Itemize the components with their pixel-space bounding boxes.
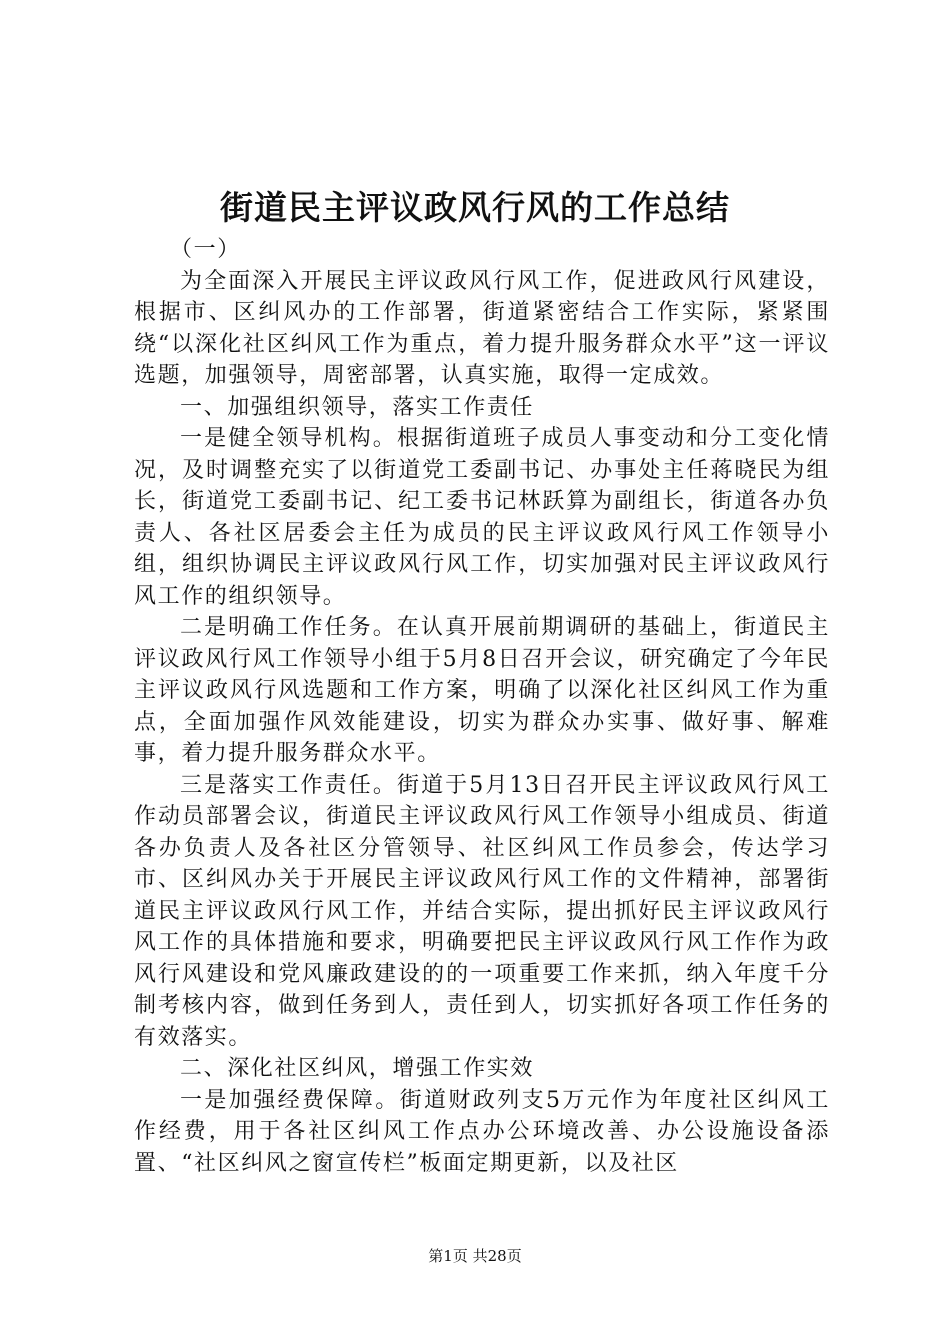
paragraph-1-3: 三是落实工作责任。街道于5月13日召开民主评议政风行风工作动员部署会议，街道民主评议政风行风工作领导小组成员、街道各办负责人及各社区分管领导、社区纠风工作员参会，传达学习市、区纠风办关于开展民主评议政风行风工作的文件精神，部署街道民主评议政风行风工作，并结合实际，提出抓好民主评议政风行风工作的具体措施和要求，明确要把民主评议政风行风工作作为政风行风建设和党风廉政建设的的一项重要工作来抓，纳入年度千分制考核内容，做到任务到人，责任到人，切实抓好各项工作任务的有效落实。 — [134, 772, 830, 1050]
paragraph-2-1: 一是加强经费保障。街道财政列支5万元作为年度社区纠风工作经费，用于各社区纠风工作点办公环境改善、办公设施设备添置、“社区纠风之窗宣传栏”板面定期更新，以及社区 — [134, 1087, 830, 1176]
paragraph-intro: 为全面深入开展民主评议政风行风工作，促进政风行风建设，根据市、区纠风办的工作部署，街道紧密结合工作实际，紧紧围绕“以深化社区纠风工作为重点，着力提升服务群众水平”这一评议选题，加强领导，周密部署，认真实施，取得一定成效。 — [134, 268, 830, 388]
document-title: 街道民主评议政风行风的工作总结 — [220, 188, 730, 227]
section-heading-1: 一、加强组织领导，落实工作责任 — [180, 394, 535, 420]
paragraph-1-1: 一是健全领导机构。根据街道班子成员人事变动和分工变化情况，及时调整充实了以街道党工委副书记、办事处主任蒋晓民为组长，街道党工委副书记、纪工委书记林跃算为副组长，街道各办负责人、各社区居委会主任为成员的民主评议政风行风工作领导小组，组织协调民主评议政风行风工作，切实加强对民主评议政风行风工作的组织领导。 — [134, 426, 830, 609]
section-subtitle: （一） — [170, 237, 241, 262]
section-heading-2: 二、深化社区纠风，增强工作实效 — [180, 1056, 535, 1081]
document-body — [134, 234, 830, 1179]
paragraph-1-2: 二是明确工作任务。在认真开展前期调研的基础上，街道民主评议政风行风工作领导小组于5月8日召开会议，研究确定了今年民主评议政风行风选题和工作方案，明确了以深化社区纠风工作为重点，全面加强作风效能建设，切实为群众办实事、做好事、解难事，着力提升服务群众水平。 — [134, 615, 830, 766]
page-number: 第1页 共28页 — [428, 1247, 522, 1265]
